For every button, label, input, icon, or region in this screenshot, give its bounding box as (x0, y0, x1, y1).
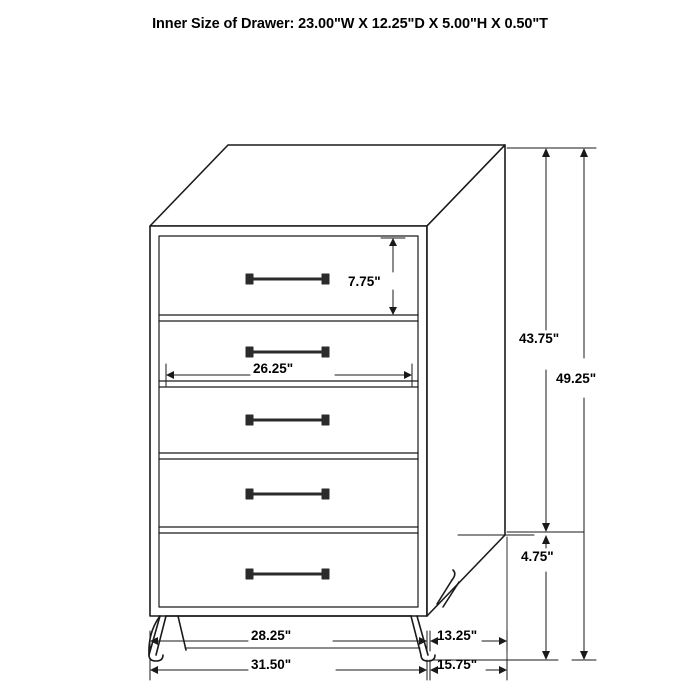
dimension-label-overall-depth: 15.75" (437, 657, 478, 672)
dimension-label-side-depth: 13.25" (437, 628, 478, 643)
dimension-label-overall-height: 49.25" (556, 371, 597, 386)
dimension-label-cabinet-width: 28.25" (251, 628, 292, 643)
dimension-label-overall-width: 31.50" (251, 657, 292, 672)
dimension-label-cabinet-height: 43.75" (519, 331, 560, 346)
dimension-label-leg-height: 4.75" (521, 549, 554, 564)
page-title: Inner Size of Drawer: 23.00"W X 12.25"D X 5.00"H X 0.50"T (152, 16, 548, 32)
cabinet-side-face (427, 145, 505, 616)
dimension-label-drawer-width: 26.25" (253, 361, 294, 376)
dimension-label-drawer-height: 7.75" (348, 274, 381, 289)
